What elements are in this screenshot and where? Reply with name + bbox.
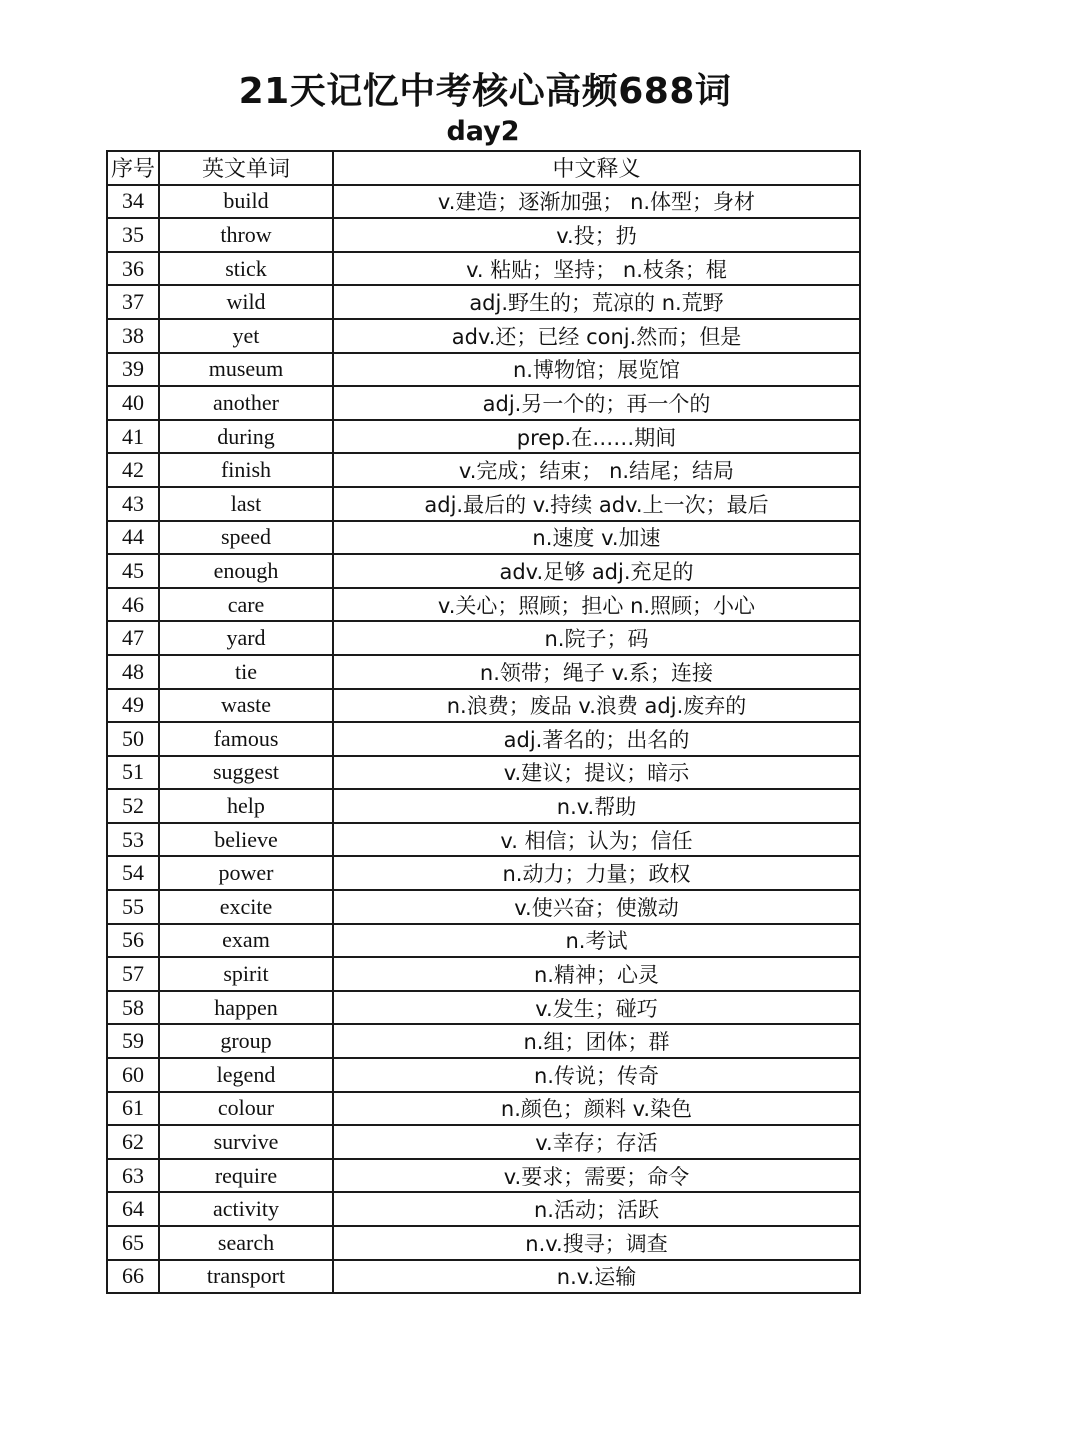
row-chinese-meaning: n.v.帮助 [333, 789, 860, 823]
row-chinese-meaning: n.考试 [333, 924, 860, 958]
row-english-word: happen [159, 991, 333, 1025]
row-number: 65 [107, 1226, 159, 1260]
table-row [107, 1159, 860, 1193]
row-chinese-meaning: adj.另一个的；再一个的 [333, 386, 860, 420]
row-number: 58 [107, 991, 159, 1025]
row-number: 62 [107, 1125, 159, 1159]
row-english-word: finish [159, 453, 333, 487]
row-english-word: last [159, 487, 333, 521]
row-english-word: search [159, 1226, 333, 1260]
row-english-word: yet [159, 319, 333, 353]
row-english-word: waste [159, 689, 333, 723]
table-row [107, 353, 860, 387]
table-row [107, 856, 860, 890]
row-number: 59 [107, 1024, 159, 1058]
row-chinese-meaning: v.完成；结束； n.结尾；结局 [333, 453, 860, 487]
row-chinese-meaning: adv.足够 adj.充足的 [333, 554, 860, 588]
table-row [107, 1058, 860, 1092]
row-number: 38 [107, 319, 159, 353]
row-number: 64 [107, 1192, 159, 1226]
row-number: 39 [107, 353, 159, 387]
table-row [107, 554, 860, 588]
table-row [107, 756, 860, 790]
row-chinese-meaning: v.建议；提议；暗示 [333, 756, 860, 790]
row-chinese-meaning: adv.还；已经 conj.然而；但是 [333, 319, 860, 353]
row-chinese-meaning: v.幸存；存活 [333, 1125, 860, 1159]
row-chinese-meaning: n.v.运输 [333, 1260, 860, 1294]
table-row [107, 957, 860, 991]
row-number: 46 [107, 588, 159, 622]
row-english-word: stick [159, 252, 333, 286]
row-chinese-meaning: n.博物馆；展览馆 [333, 353, 860, 387]
header-english-word: 英文单词 [159, 151, 333, 185]
row-number: 34 [107, 185, 159, 219]
table-row [107, 655, 860, 689]
row-english-word: spirit [159, 957, 333, 991]
row-english-word: throw [159, 218, 333, 252]
row-chinese-meaning: v.发生；碰巧 [333, 991, 860, 1025]
table-row [107, 453, 860, 487]
row-number: 40 [107, 386, 159, 420]
row-english-word: another [159, 386, 333, 420]
table-row [107, 621, 860, 655]
table-row [107, 1125, 860, 1159]
row-number: 48 [107, 655, 159, 689]
row-chinese-meaning: n.精神；心灵 [333, 957, 860, 991]
row-chinese-meaning: v.使兴奋；使激动 [333, 890, 860, 924]
row-number: 55 [107, 890, 159, 924]
row-english-word: require [159, 1159, 333, 1193]
row-number: 50 [107, 722, 159, 756]
row-number: 56 [107, 924, 159, 958]
row-chinese-meaning: adj.野生的；荒凉的 n.荒野 [333, 285, 860, 319]
row-english-word: excite [159, 890, 333, 924]
row-chinese-meaning: adj.最后的 v.持续 adv.上一次；最后 [333, 487, 860, 521]
row-number: 60 [107, 1058, 159, 1092]
row-number: 57 [107, 957, 159, 991]
row-chinese-meaning: v.建造；逐渐加强； n.体型；身材 [333, 185, 860, 219]
page-subtitle: day2 [446, 116, 520, 147]
row-number: 49 [107, 689, 159, 723]
table-row [107, 185, 860, 219]
row-number: 41 [107, 420, 159, 454]
table-header-row [107, 151, 860, 185]
table-row [107, 521, 860, 555]
table-row [107, 1260, 860, 1294]
row-english-word: famous [159, 722, 333, 756]
table-row [107, 789, 860, 823]
table-row [107, 319, 860, 353]
row-chinese-meaning: prep.在……期间 [333, 420, 860, 454]
table-row [107, 991, 860, 1025]
row-english-word: help [159, 789, 333, 823]
table-row [107, 689, 860, 723]
row-number: 51 [107, 756, 159, 790]
table-row [107, 890, 860, 924]
row-number: 63 [107, 1159, 159, 1193]
row-chinese-meaning: v. 粘贴；坚持； n.枝条；棍 [333, 252, 860, 286]
row-chinese-meaning: n.速度 v.加速 [333, 521, 860, 555]
row-english-word: build [159, 185, 333, 219]
table-row [107, 588, 860, 622]
table-row [107, 722, 860, 756]
row-english-word: activity [159, 1192, 333, 1226]
row-english-word: colour [159, 1092, 333, 1126]
table-row [107, 386, 860, 420]
row-english-word: museum [159, 353, 333, 387]
row-chinese-meaning: n.院子；码 [333, 621, 860, 655]
row-chinese-meaning: n.传说；传奇 [333, 1058, 860, 1092]
row-number: 36 [107, 252, 159, 286]
row-english-word: speed [159, 521, 333, 555]
table-row [107, 1092, 860, 1126]
row-chinese-meaning: adj.著名的；出名的 [333, 722, 860, 756]
page-title: 21天记忆中考核心高频688词 [238, 71, 732, 112]
table-row [107, 487, 860, 521]
row-english-word: wild [159, 285, 333, 319]
row-english-word: enough [159, 554, 333, 588]
row-number: 43 [107, 487, 159, 521]
row-number: 42 [107, 453, 159, 487]
row-number: 61 [107, 1092, 159, 1126]
row-number: 37 [107, 285, 159, 319]
row-chinese-meaning: n.组；团体；群 [333, 1024, 860, 1058]
row-english-word: suggest [159, 756, 333, 790]
row-english-word: believe [159, 823, 333, 857]
row-number: 66 [107, 1260, 159, 1294]
row-english-word: transport [159, 1260, 333, 1294]
row-english-word: tie [159, 655, 333, 689]
table-row [107, 420, 860, 454]
table-row [107, 924, 860, 958]
table-row [107, 285, 860, 319]
row-number: 44 [107, 521, 159, 555]
row-chinese-meaning: v.关心；照顾；担心 n.照顾；小心 [333, 588, 860, 622]
table-row [107, 1192, 860, 1226]
row-english-word: legend [159, 1058, 333, 1092]
row-chinese-meaning: n.领带；绳子 v.系；连接 [333, 655, 860, 689]
row-english-word: during [159, 420, 333, 454]
header-chinese-meaning: 中文释义 [333, 151, 860, 185]
row-chinese-meaning: v.投；扔 [333, 218, 860, 252]
table-row [107, 252, 860, 286]
row-english-word: survive [159, 1125, 333, 1159]
row-number: 53 [107, 823, 159, 857]
table-row [107, 823, 860, 857]
table-row [107, 1226, 860, 1260]
row-number: 47 [107, 621, 159, 655]
row-english-word: yard [159, 621, 333, 655]
row-number: 52 [107, 789, 159, 823]
table-row [107, 1024, 860, 1058]
row-english-word: exam [159, 924, 333, 958]
row-number: 54 [107, 856, 159, 890]
row-number: 35 [107, 218, 159, 252]
row-english-word: power [159, 856, 333, 890]
row-chinese-meaning: v.要求；需要；命令 [333, 1159, 860, 1193]
row-chinese-meaning: v. 相信；认为；信任 [333, 823, 860, 857]
row-english-word: care [159, 588, 333, 622]
row-english-word: group [159, 1024, 333, 1058]
row-chinese-meaning: n.颜色；颜料 v.染色 [333, 1092, 860, 1126]
row-number: 45 [107, 554, 159, 588]
row-chinese-meaning: n.动力；力量；政权 [333, 856, 860, 890]
header-number: 序号 [107, 151, 159, 185]
table-body [107, 185, 860, 1294]
row-chinese-meaning: n.v.搜寻；调查 [333, 1226, 860, 1260]
table-row [107, 218, 860, 252]
row-chinese-meaning: n.活动；活跃 [333, 1192, 860, 1226]
vocab-table [106, 150, 861, 1294]
row-chinese-meaning: n.浪费；废品 v.浪费 adj.废弃的 [333, 689, 860, 723]
